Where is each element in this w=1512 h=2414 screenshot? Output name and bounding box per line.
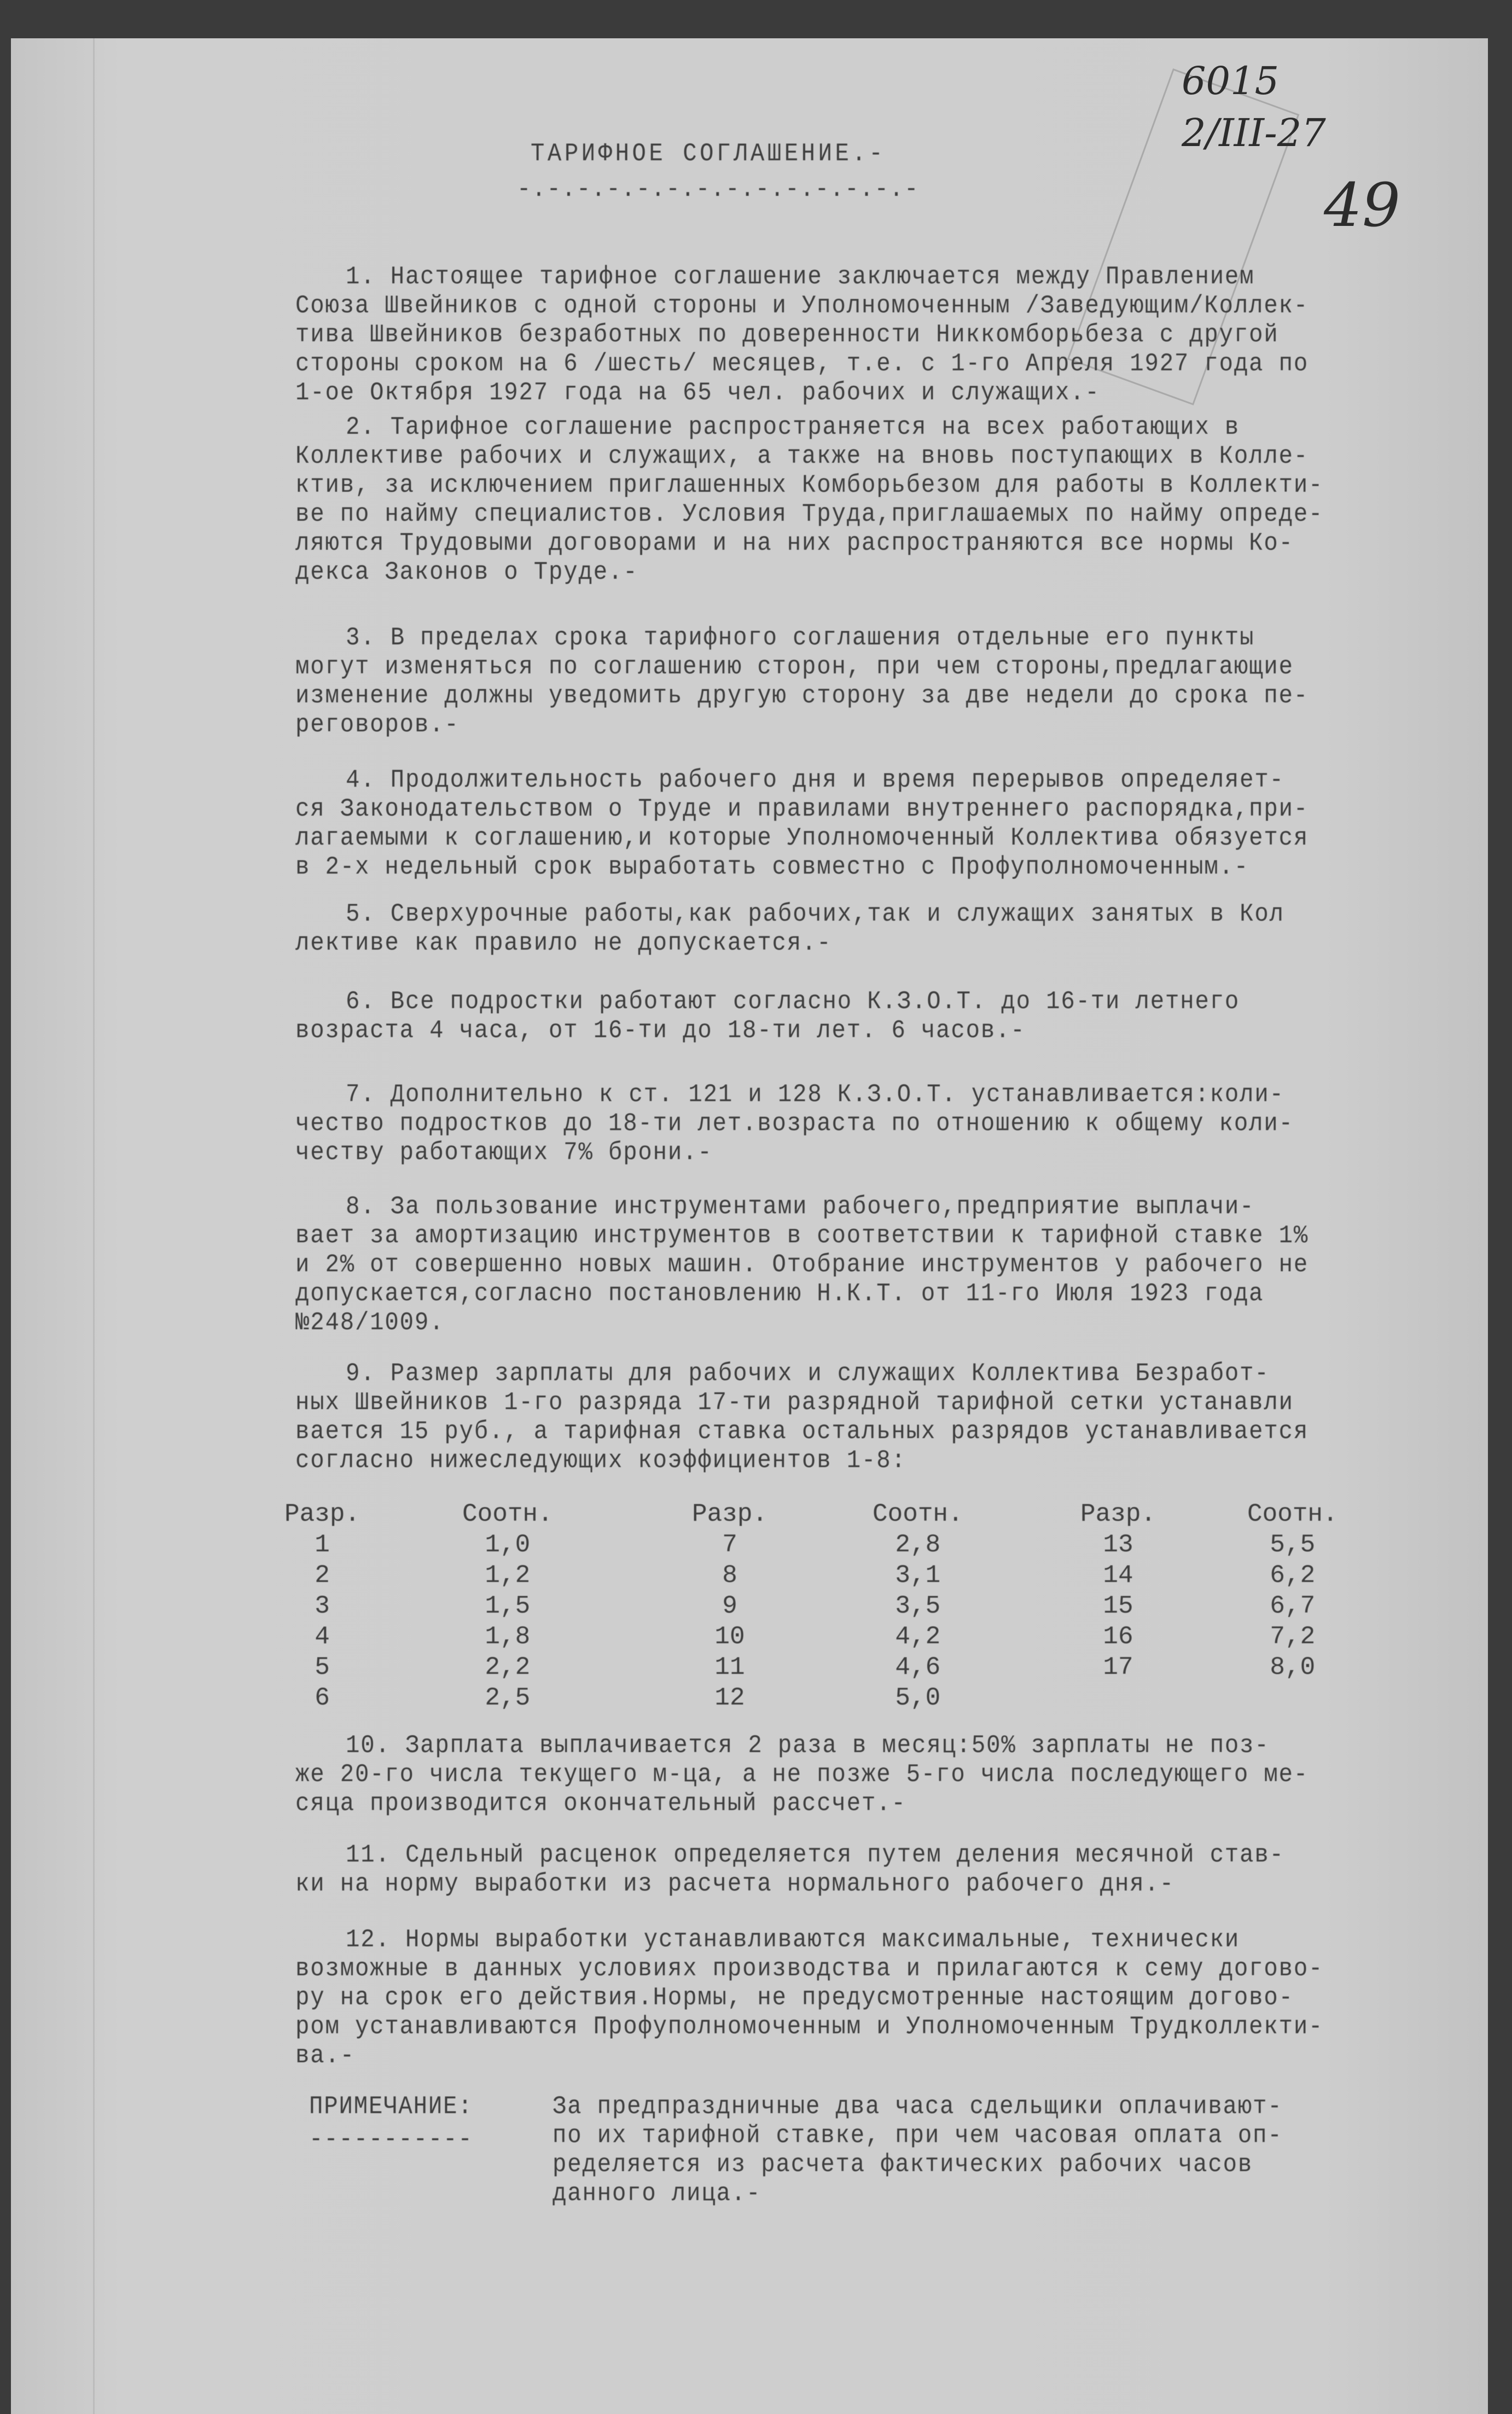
paragraph-line: могут изменяться по соглашению сторон, при чем стороны,предлагающие [295, 653, 1294, 681]
paragraph-line: 9. Размер зарплаты для рабочих и служащих Коллектива Безработ- [346, 1359, 1270, 1388]
paragraph-line: чество подростков до 18-ти лет.возраста по отношению к общему коли- [295, 1109, 1294, 1138]
note-line: по их тарифной ставке, при чем часовая оплата оп- [553, 2121, 1283, 2150]
table-column-grade [692, 1499, 767, 1713]
paper-fold [93, 38, 95, 2414]
table-cell-ratio: 1,8 [485, 1622, 531, 1651]
table-cell-ratio: 7,2 [1270, 1622, 1316, 1651]
table-cell-ratio: 8,0 [1270, 1653, 1316, 1682]
paragraph-line: сяца производится окончательный рассчет.- [295, 1789, 906, 1818]
paragraph-line: ся Законодательством о Труде и правилами внутреннего распорядка,при- [295, 795, 1309, 823]
table-cell-ratio: 1,0 [485, 1531, 531, 1559]
paragraph-line: допускается,согласно постановлению Н.К.Т. от 11-го Июля 1923 года [295, 1279, 1264, 1308]
table-cell-grade: 2 [315, 1561, 330, 1590]
note-line: ределяется из расчета фактических рабочих часов [553, 2150, 1253, 2179]
paragraph-line: честву работающих 7% брони.- [295, 1138, 713, 1167]
paragraph-line: 2. Тарифное соглашение распространяется на всех работающих в [346, 413, 1240, 441]
table-column-grade [284, 1499, 360, 1713]
table-cell-grade: 9 [722, 1592, 737, 1620]
date-note-handwritten: 2/III-27 [1182, 110, 1326, 155]
table-cell-ratio: 4,6 [895, 1653, 941, 1682]
table-cell-grade: 1 [315, 1531, 330, 1559]
table-cell-ratio: 1,2 [485, 1561, 531, 1590]
paragraph-line: ва.- [295, 2041, 355, 2070]
paragraph-7 [295, 1080, 1403, 1167]
paragraph-8 [295, 1193, 1403, 1337]
paragraph-line: 3. В пределах срока тарифного соглашения отдельные его пункты [346, 624, 1255, 652]
table-cell-grade: 7 [722, 1531, 737, 1559]
paragraph-1 [295, 263, 1403, 408]
paragraph-5 [295, 900, 1403, 958]
table-cell-ratio: 6,7 [1270, 1592, 1316, 1620]
paragraph-line: 1. Настоящее тарифное соглашение заключается между Правлением [346, 263, 1255, 291]
paragraph-line: 5. Сверхурочные работы,как рабочих,так и служащих занятых в Кол [346, 900, 1284, 928]
paragraph-line: 10. Зарплата выплачивается 2 раза в месяц:50% зарплаты не поз- [346, 1731, 1270, 1760]
note-line: За предпраздничные два часа сдельщики оплачивают- [553, 2092, 1283, 2121]
table-header-grade: Разр. [284, 1500, 360, 1528]
paragraph-line: №248/1009. [295, 1308, 445, 1337]
table-cell-grade: 16 [1103, 1622, 1133, 1651]
paragraph-line: ктив, за исключением приглашенных Комборьбезом для работы в Коллекти- [295, 471, 1324, 499]
table-cell-grade: 12 [714, 1684, 745, 1712]
paragraph-line: декса Законов о Труде.- [295, 558, 638, 586]
table-column-ratio [462, 1499, 553, 1713]
paragraph-line: ляются Трудовыми договорами и на них распространяются все нормы Ко- [295, 529, 1294, 557]
table-cell-grade: 6 [315, 1684, 330, 1712]
table-column-ratio [873, 1499, 963, 1713]
paragraph-line: и 2% от совершенно новых машин. Отобрание инструментов у рабочего не [295, 1250, 1309, 1279]
table-cell-grade: 5 [315, 1653, 330, 1682]
title-underline: -.-.-.-.-.-.-.-.-.-.-.-.-.- [517, 175, 920, 203]
table-column-grade [1080, 1499, 1156, 1683]
paragraph-line: 6. Все подростки работают согласно К.З.О.Т. до 16-ти летнего [346, 987, 1240, 1016]
note-text [553, 2092, 1283, 2208]
table-cell-ratio: 2,8 [895, 1531, 941, 1559]
table-cell-ratio: 3,5 [895, 1592, 941, 1620]
paragraph-line: 8. За пользование инструментами рабочего,предприятие выплачи- [346, 1193, 1255, 1221]
paragraph-line: ки на норму выработки из расчета нормального рабочего дня.- [295, 1870, 1174, 1898]
table-cell-ratio: 2,5 [485, 1684, 531, 1712]
paragraph-line: изменение должны уведомить другую сторону за две недели до срока пе- [295, 682, 1309, 710]
archive-number-handwritten: 6015 [1182, 59, 1280, 103]
paragraph-line: вает за амортизацию инструментов в соответствии к тарифной ставке 1% [295, 1221, 1309, 1250]
table-cell-ratio: 3,1 [895, 1561, 941, 1590]
table-cell-grade: 15 [1103, 1592, 1133, 1620]
paragraph-line: реговоров.- [295, 711, 460, 739]
paragraph-6 [295, 987, 1403, 1045]
table-cell-ratio: 2,2 [485, 1653, 531, 1682]
table-cell-ratio: 5,5 [1270, 1531, 1316, 1559]
paragraph-line: возраста 4 часа, от 16-ти до 18-ти лет. 6 часов.- [295, 1016, 1026, 1045]
table-cell-grade: 17 [1103, 1653, 1133, 1682]
document-title: ТАРИФНОЕ СОГЛАШЕНИЕ.- [531, 139, 886, 168]
paragraph-11 [295, 1841, 1403, 1899]
paragraph-line: стороны сроком на 6 /шесть/ месяцев, т.е. с 1-го Апреля 1927 года по [295, 350, 1309, 378]
paragraph-line: возможные в данных условиях производства и прилагаются к сему догово- [295, 1955, 1324, 1983]
paragraph-line: 11. Сдельный расценок определяется путем деления месячной став- [346, 1841, 1284, 1869]
table-cell-grade: 13 [1103, 1531, 1133, 1559]
paragraph-line: ве по найму специалистов. Условия Труда,приглашаемых по найму опреде- [295, 500, 1324, 528]
paragraph-line: согласно нижеследующих коэффициентов 1-8: [295, 1446, 906, 1475]
note-line: данного лица.- [553, 2179, 761, 2208]
table-cell-grade: 10 [714, 1622, 745, 1651]
paragraph-line: ром устанавливаются Профуполномоченным и Уполномоченным Трудколлекти- [295, 2012, 1324, 2041]
note-label: ПРИМЕЧАНИЕ: [309, 2092, 473, 2121]
paragraph-12 [295, 1926, 1403, 2070]
paragraph-3 [295, 624, 1403, 740]
table-cell-ratio: 6,2 [1270, 1561, 1316, 1590]
paragraph-2 [295, 413, 1403, 587]
table-cell-grade: 8 [722, 1561, 737, 1590]
table-cell-ratio: 5,0 [895, 1684, 941, 1712]
paragraph-line: 1-ое Октября 1927 года на 65 чел. рабочих и служащих.- [295, 379, 1100, 407]
table-column-ratio [1247, 1499, 1338, 1683]
paragraph-9 [295, 1359, 1403, 1475]
paragraph-line: лагаемыми к соглашению,и которые Уполномоченный Коллектива обязуется [295, 824, 1309, 852]
table-cell-grade: 14 [1103, 1561, 1133, 1590]
page-number-handwritten: 49 [1324, 170, 1400, 240]
paragraph-line: 4. Продолжительность рабочего дня и время перерывов определяет- [346, 766, 1284, 794]
table-cell-ratio: 1,5 [485, 1592, 531, 1620]
table-header-grade: Разр. [1080, 1500, 1156, 1528]
table-header-ratio: Соотн. [462, 1500, 553, 1528]
table-header-ratio: Соотн. [873, 1500, 963, 1528]
table-header-ratio: Соотн. [1247, 1500, 1338, 1528]
note-label-underline: ----------- [309, 2125, 473, 2154]
paragraph-line: ных Швейников 1-го разряда 17-ти разрядной тарифной сетки устанавли [295, 1388, 1294, 1417]
paragraph-line: тива Швейников безработных по доверенности Никкомборьбеза с другой [295, 321, 1279, 349]
table-cell-grade: 4 [315, 1622, 330, 1651]
paragraph-10 [295, 1731, 1403, 1818]
paragraph-4 [295, 766, 1403, 882]
paragraph-line: лективе как правило не допускается.- [295, 929, 832, 957]
paragraph-line: Коллективе рабочих и служащих, а также на вновь поступающих в Колле- [295, 442, 1309, 470]
table-header-grade: Разр. [692, 1500, 768, 1528]
paragraph-line: же 20-го числа текущего м-ца, а не позже 5-го числа последующего ме- [295, 1760, 1309, 1789]
paragraph-line: ру на срок его действия.Нормы, не предусмотренные настоящим догово- [295, 1983, 1294, 2012]
paragraph-line: 7. Дополнительно к ст. 121 и 128 К.З.О.Т. устанавливается:коли- [346, 1080, 1284, 1109]
table-cell-grade: 11 [714, 1653, 745, 1682]
paragraph-line: вается 15 руб., а тарифная ставка остальных разрядов устанавливается [295, 1417, 1309, 1446]
paragraph-line: Союза Швейников с одной стороны и Уполномоченным /Заведующим/Коллек- [295, 292, 1309, 320]
table-cell-ratio: 4,2 [895, 1622, 941, 1651]
table-cell-grade: 3 [315, 1592, 330, 1620]
paragraph-line: 12. Нормы выработки устанавливаются максимальные, технически [346, 1926, 1240, 1954]
paragraph-line: в 2-х недельный срок выработать совместно с Профуполномоченным.- [295, 853, 1249, 881]
